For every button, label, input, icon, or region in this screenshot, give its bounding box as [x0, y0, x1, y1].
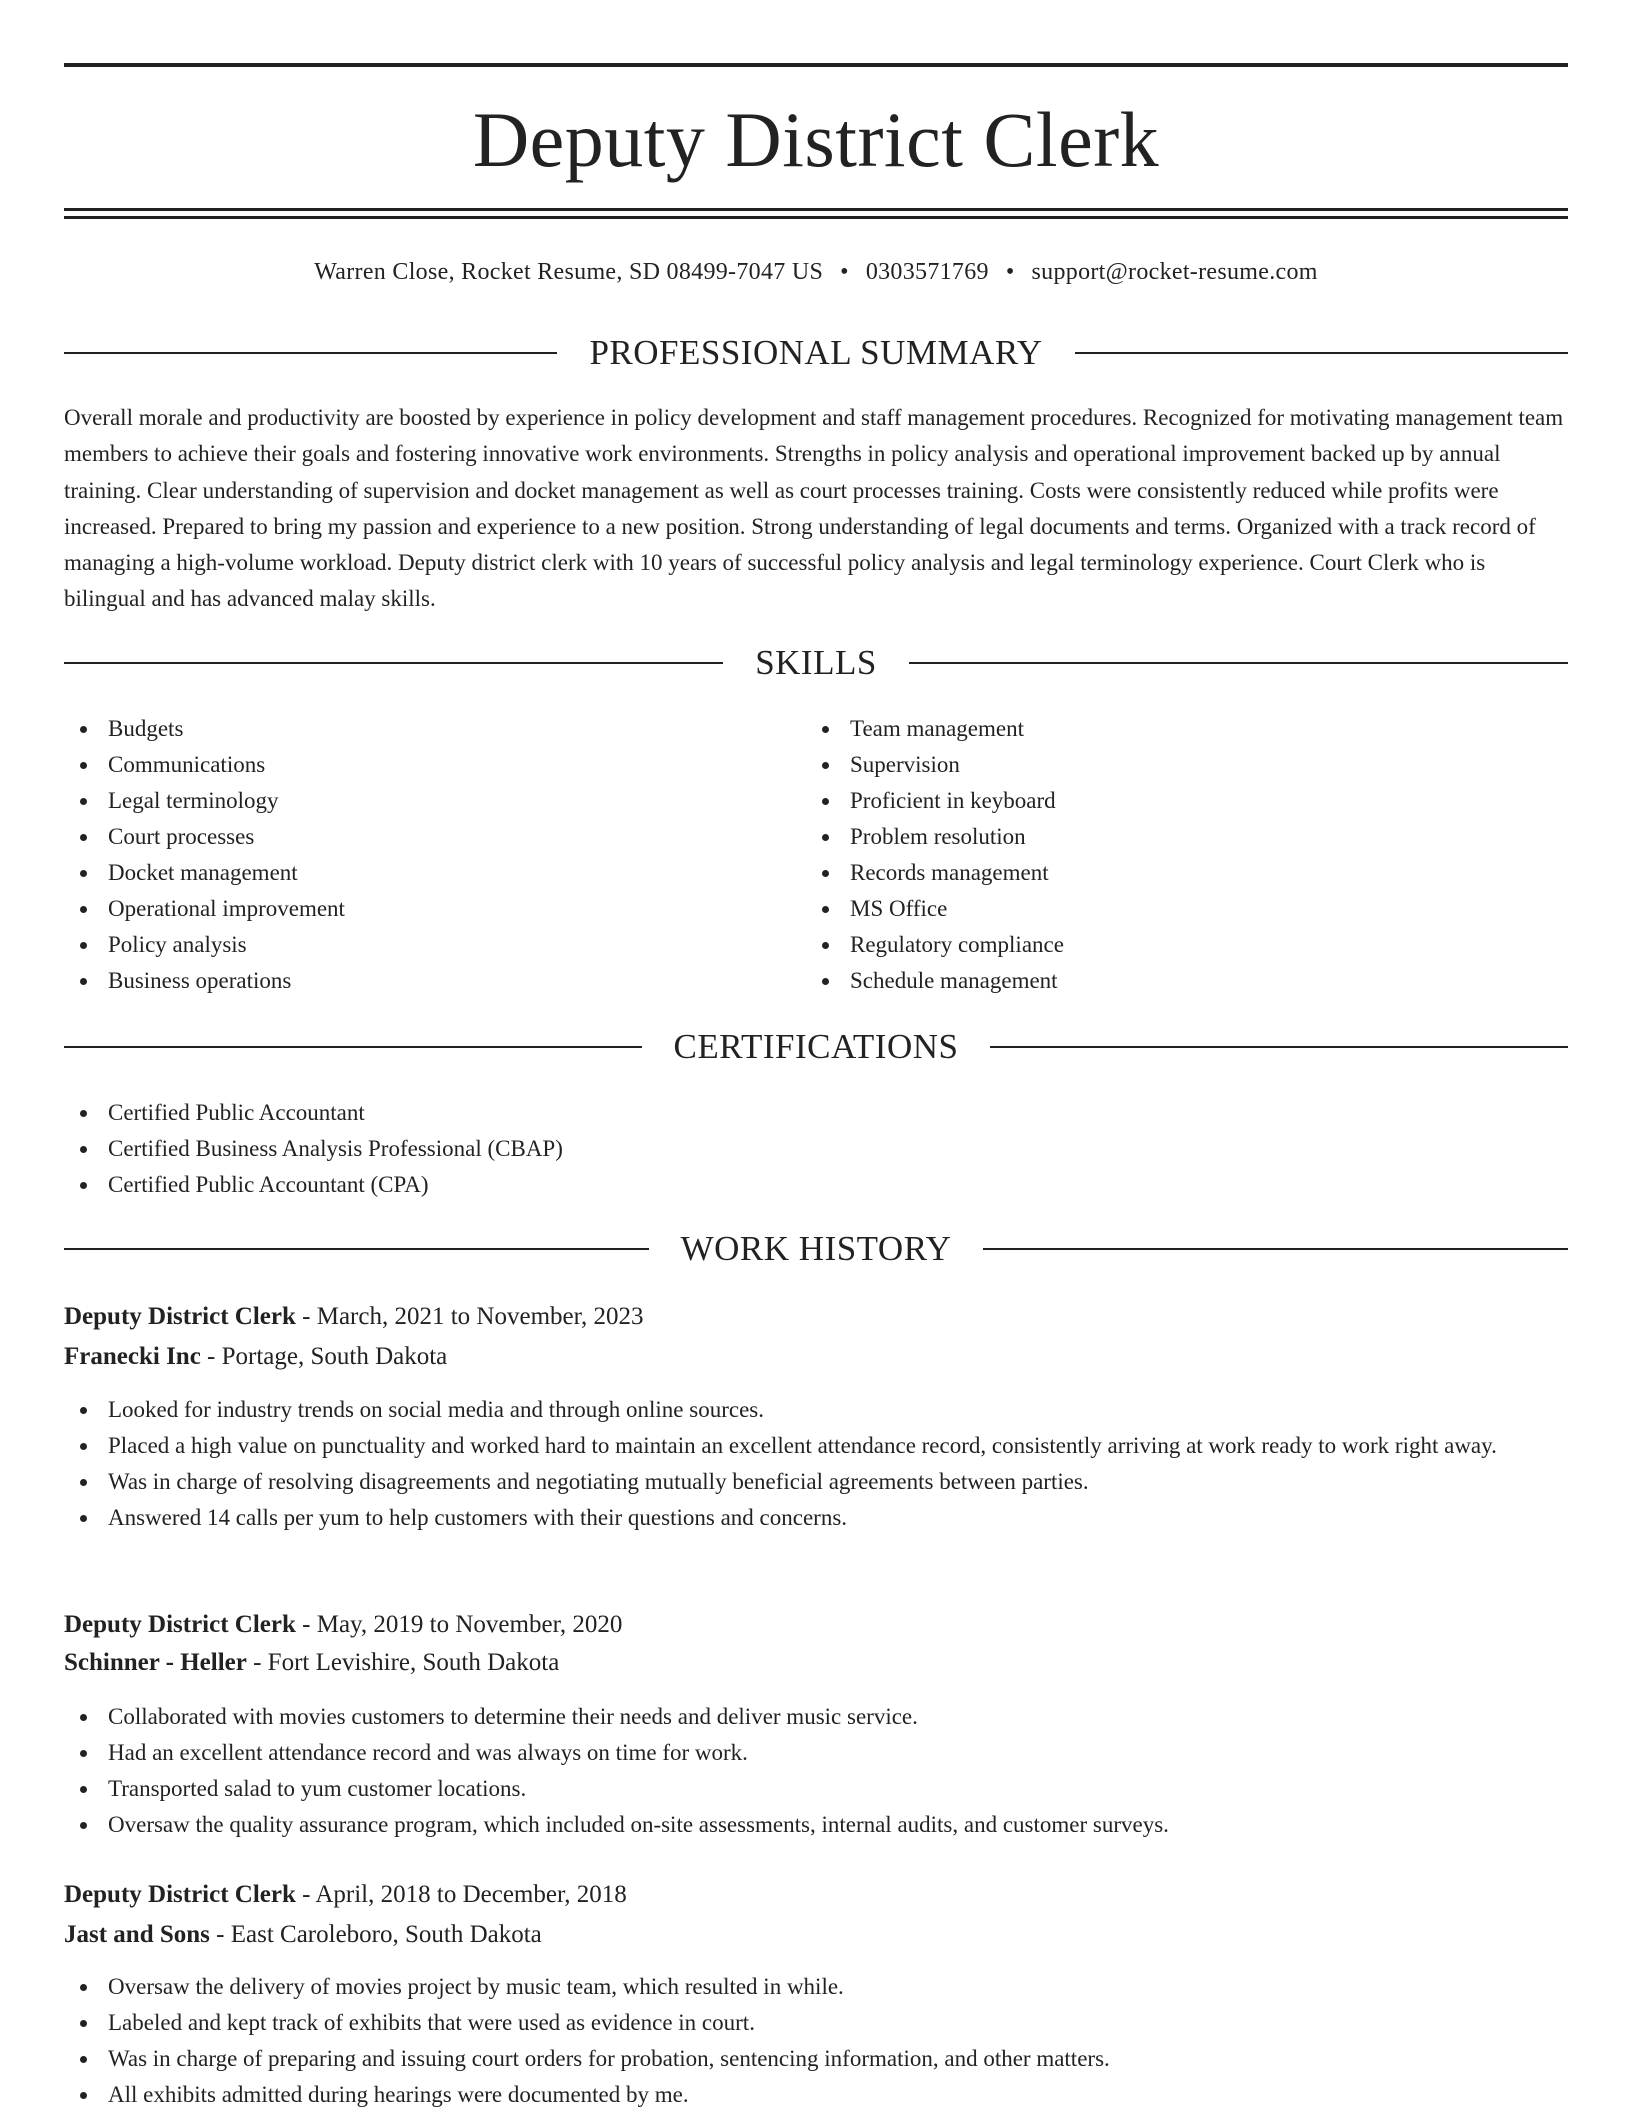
- skills-list-left: [64, 711, 804, 999]
- certifications-title: CERTIFICATIONS: [673, 1027, 959, 1066]
- job-bullet: Labeled and kept track of exhibits that were used as evidence in court.: [64, 2005, 1568, 2041]
- skill-item: Supervision: [806, 747, 1546, 783]
- skill-item: Legal terminology: [64, 783, 804, 819]
- job-dates: - May, 2019 to November, 2020: [295, 1611, 623, 1638]
- heading-rule-right: [983, 1248, 1568, 1250]
- skill-item: Regulatory compliance: [806, 927, 1546, 963]
- job-bullet: Collaborated with movies customers to determine their needs and deliver music service.: [64, 1699, 1568, 1735]
- contact-line: [64, 256, 1568, 288]
- job-bullets: [64, 1969, 1568, 2113]
- summary-title: PROFESSIONAL SUMMARY: [589, 333, 1043, 372]
- skills-heading: [64, 643, 1568, 683]
- job-location: - East Caroleboro, South Dakota: [209, 1921, 542, 1948]
- certification-item: Certified Public Accountant (CPA): [64, 1167, 1568, 1203]
- job-bullet: Answered 14 calls per yum to help customers with their questions and concerns.: [64, 1500, 1568, 1536]
- job-bullets: [64, 1699, 1568, 1843]
- job-company-line: [64, 1339, 1568, 1375]
- contact-separator: •: [840, 259, 849, 285]
- skill-item: Budgets: [64, 711, 804, 747]
- heading-rule-left: [64, 352, 557, 354]
- job-bullet: Transported salad to yum customer locations.: [64, 1771, 1568, 1807]
- certifications-list: [64, 1095, 1568, 1203]
- contact-address: Warren Close, Rocket Resume, SD 08499-7047 US: [314, 259, 824, 285]
- work-history-title: WORK HISTORY: [680, 1229, 952, 1268]
- job-bullets: [64, 1392, 1568, 1536]
- skill-item: Policy analysis: [64, 927, 804, 963]
- job-title-line: [64, 1877, 1568, 1913]
- job-company: Schinner - Heller: [64, 1649, 247, 1676]
- skill-item: Proficient in keyboard: [806, 783, 1546, 819]
- work-history-heading: [64, 1229, 1568, 1269]
- skill-item: Operational improvement: [64, 891, 804, 927]
- contact-separator: •: [1005, 259, 1015, 285]
- job-location: - Portage, South Dakota: [200, 1343, 448, 1370]
- skills-list-right: [806, 711, 1546, 999]
- job-dates: - March, 2021 to November, 2023: [295, 1303, 644, 1330]
- job-bullet: Looked for industry trends on social media and through online sources.: [64, 1392, 1568, 1428]
- job-company-line: [64, 1645, 1568, 1681]
- job-company: Jast and Sons: [64, 1921, 210, 1948]
- candidate-name: Deputy District Clerk: [472, 96, 1160, 183]
- contact-phone: 0303571769: [865, 259, 989, 285]
- heading-rule-right: [990, 1046, 1568, 1048]
- skill-item: Records management: [806, 855, 1546, 891]
- job-title-line: [64, 1607, 1568, 1643]
- contact-email: support@rocket-resume.com: [1031, 259, 1318, 285]
- skill-item: Problem resolution: [806, 819, 1546, 855]
- skill-item: Team management: [806, 711, 1546, 747]
- job-bullet: Oversaw the delivery of movies project by music team, which resulted in while.: [64, 1969, 1568, 2005]
- job-bullet: Placed a high value on punctuality and worked hard to maintain an excellent attendance record, consistently arriving at work ready to work right away.: [64, 1428, 1568, 1464]
- certification-item: Certified Business Analysis Professional (CBAP): [64, 1131, 1568, 1167]
- job-title: Deputy District Clerk: [64, 1881, 296, 1908]
- top-rule: [64, 63, 1568, 67]
- heading-rule-right: [909, 662, 1568, 664]
- job-bullet: Had an excellent attendance record and was always on time for work.: [64, 1735, 1568, 1771]
- job-company-line: [64, 1917, 1568, 1953]
- certification-item: Certified Public Accountant: [64, 1095, 1568, 1131]
- heading-rule-right: [1075, 352, 1568, 354]
- heading-rule-left: [64, 662, 723, 664]
- skill-item: Communications: [64, 747, 804, 783]
- certifications-heading: [64, 1027, 1568, 1067]
- job-company: Franecki Inc: [64, 1343, 201, 1370]
- job-bullet: Oversaw the quality assurance program, which included on-site assessments, internal audits, and customer surveys.: [64, 1807, 1568, 1843]
- name-double-rule: [64, 208, 1568, 219]
- job-bullet: Was in charge of resolving disagreements and negotiating mutually beneficial agreements between parties.: [64, 1464, 1568, 1500]
- skill-item: Court processes: [64, 819, 804, 855]
- job-title: Deputy District Clerk: [64, 1611, 296, 1638]
- skill-item: MS Office: [806, 891, 1546, 927]
- job-title: Deputy District Clerk: [64, 1303, 296, 1330]
- skill-item: Schedule management: [806, 963, 1546, 999]
- skill-item: Docket management: [64, 855, 804, 891]
- job-dates: - April, 2018 to December, 2018: [295, 1881, 627, 1908]
- skill-item: Business operations: [64, 963, 804, 999]
- job-title-line: [64, 1299, 1568, 1335]
- skills-title: SKILLS: [755, 643, 877, 682]
- heading-rule-left: [64, 1248, 649, 1250]
- job-location: - Fort Levishire, South Dakota: [246, 1649, 560, 1676]
- summary-heading: [64, 333, 1568, 373]
- heading-rule-left: [64, 1046, 642, 1048]
- job-bullet: Was in charge of preparing and issuing court orders for probation, sentencing information, and other matters.: [64, 2041, 1568, 2077]
- job-bullet: All exhibits admitted during hearings were documented by me.: [64, 2077, 1568, 2113]
- summary-text: Overall morale and productivity are boosted by experience in policy development and staff management procedures. Recognized for motivating management team members to achieve their goals and fostering innovative work environments. Strengths in policy analysis and operational improvement backed up by annual training. Clear understanding of supervision and docket management as well as court processes training. Costs were consistently reduced while profits were increased. Prepared to bring my passion and experience to a new position. Strong understanding of legal documents and terms. Organized with a track record of managing a high-volume workload. Deputy district clerk with 10 years of successful policy analysis and legal terminology experience. Court Clerk who is bilingual and has advanced malay skills.: [64, 405, 1564, 612]
